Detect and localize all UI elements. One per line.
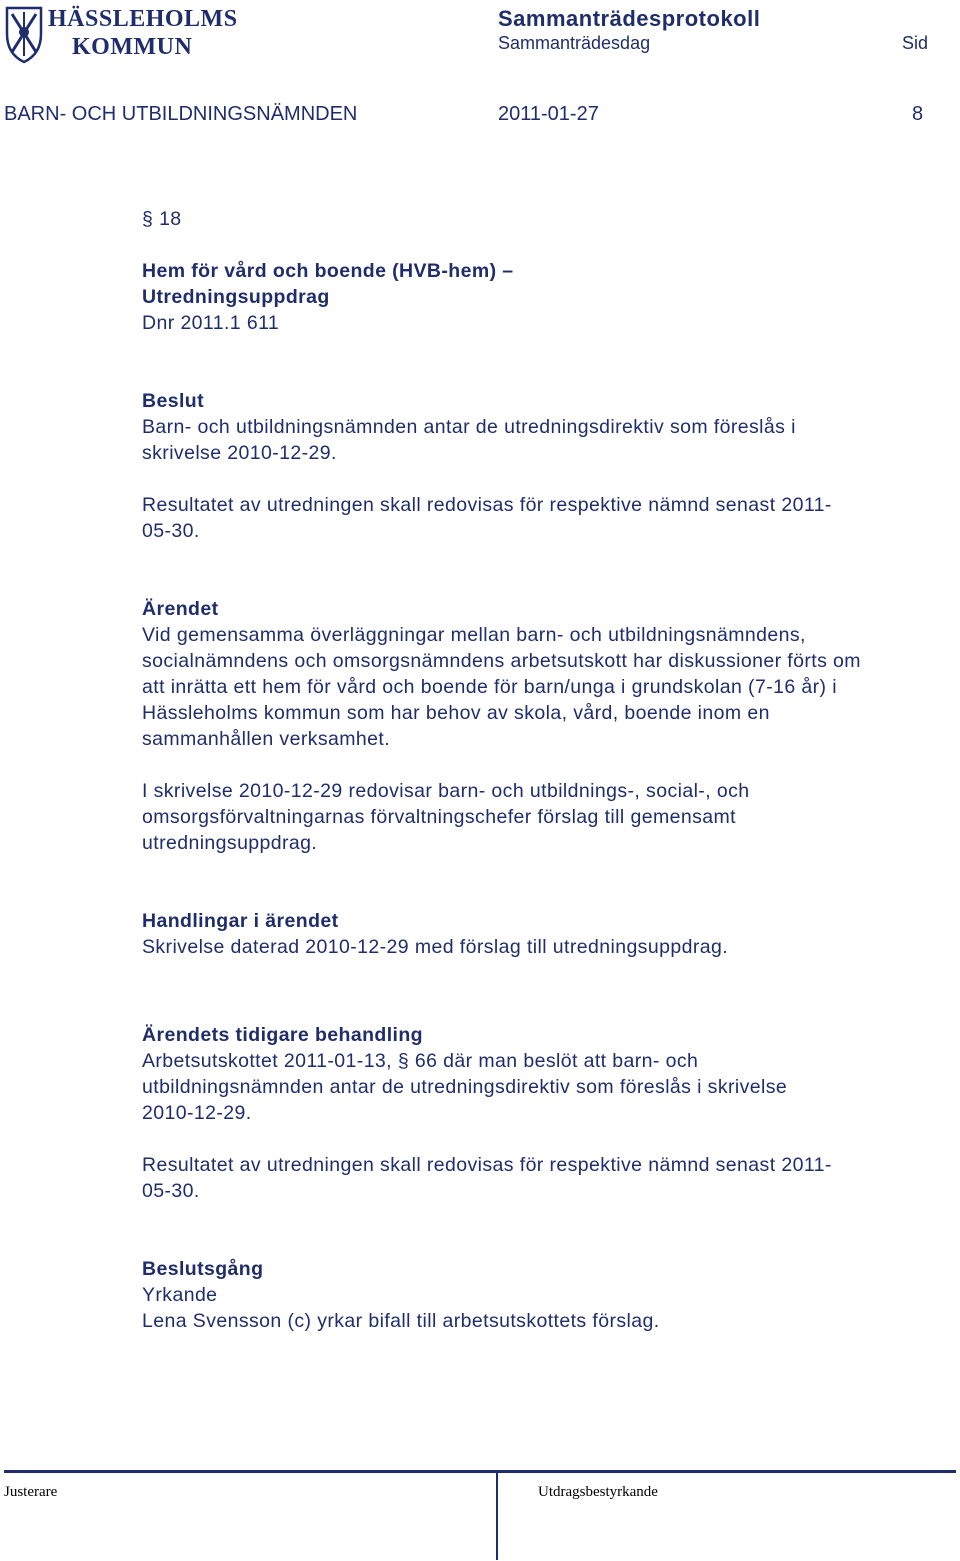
meeting-date: 2011-01-27 — [498, 103, 599, 125]
beslutsgang-heading: Beslutsgång — [142, 1258, 264, 1280]
tidigare-text-2: Resultatet av utredningen skall redovisas för respektive nämnd senast 2011-05-30. — [142, 1154, 832, 1202]
beslut-heading: Beslut — [142, 390, 204, 412]
arendet-text-1: Vid gemensamma överläggningar mellan barn- och utbildningsnämndens, socialnämndens och omsorgsnämndens arbetsutskott har diskussioner förts om att inrätta ett hem för vård och boende för barn/unga i grundskolan (7-16 år) i Hässleholms kommun som har behov av skola, vård, boende inom en sammanhållen verksamhet. — [142, 624, 861, 750]
beslut-text-1: Barn- och utbildningsnämnden antar de utredningsdirektiv som föreslås i skrivelse 2010-12-29. — [142, 416, 796, 464]
justerare-label: Justerare — [4, 1484, 58, 1500]
dnr: Dnr 2011.1 611 — [142, 312, 280, 334]
handlingar-heading: Handlingar i ärendet — [142, 910, 339, 932]
arendet-text-2: I skrivelse 2010-12-29 redovisar barn- och utbildnings-, social-, och omsorgsförvaltningarnas förvaltningschefer förslag till gemensamt utredningsuppdrag. — [142, 780, 750, 854]
page-number: 8 — [912, 103, 924, 125]
page-label: Sid — [902, 33, 929, 53]
yrkande-text: Lena Svensson (c) yrkar bifall till arbetsutskottets förslag. — [142, 1310, 660, 1332]
municipality-logo — [4, 4, 236, 66]
tidigare-text-1: Arbetsutskottet 2011-01-13, § 66 där man beslöt att barn- och utbildningsnämnden antar de utredningsdirektiv som föreslås i skrivelse 2010-12-29. — [142, 1050, 788, 1124]
footer-separator — [496, 1470, 498, 1560]
logo-line-1: HÄSSLEHOLMS — [48, 6, 238, 32]
beslut-text-2: Resultatet av utredningen skall redovisas för respektive nämnd senast 2011-05-30. — [142, 494, 832, 542]
coat-of-arms-icon — [4, 4, 44, 64]
arendet-heading: Ärendet — [142, 598, 219, 620]
meeting-date-label: Sammanträdesdag — [498, 33, 651, 53]
section-title-line-1: Hem för vård och boende (HVB-hem) – — [142, 260, 514, 282]
paragraph-number: § 18 — [142, 208, 182, 230]
committee-name: BARN- OCH UTBILDNINGSNÄMNDEN — [4, 103, 358, 125]
footer-rule — [4, 1470, 956, 1473]
utdragsbestyrkande-label: Utdragsbestyrkande — [538, 1484, 658, 1500]
section-title-line-2: Utredningsuppdrag — [142, 286, 330, 308]
handlingar-text: Skrivelse daterad 2010-12-29 med förslag till utredningsuppdrag. — [142, 936, 729, 958]
yrkande-subheading: Yrkande — [142, 1284, 218, 1306]
tidigare-heading: Ärendets tidigare behandling — [142, 1024, 423, 1046]
logo-line-2: KOMMUN — [72, 34, 193, 60]
document-title: Sammanträdesprotokoll — [498, 6, 761, 31]
protocol-body — [142, 206, 902, 1334]
